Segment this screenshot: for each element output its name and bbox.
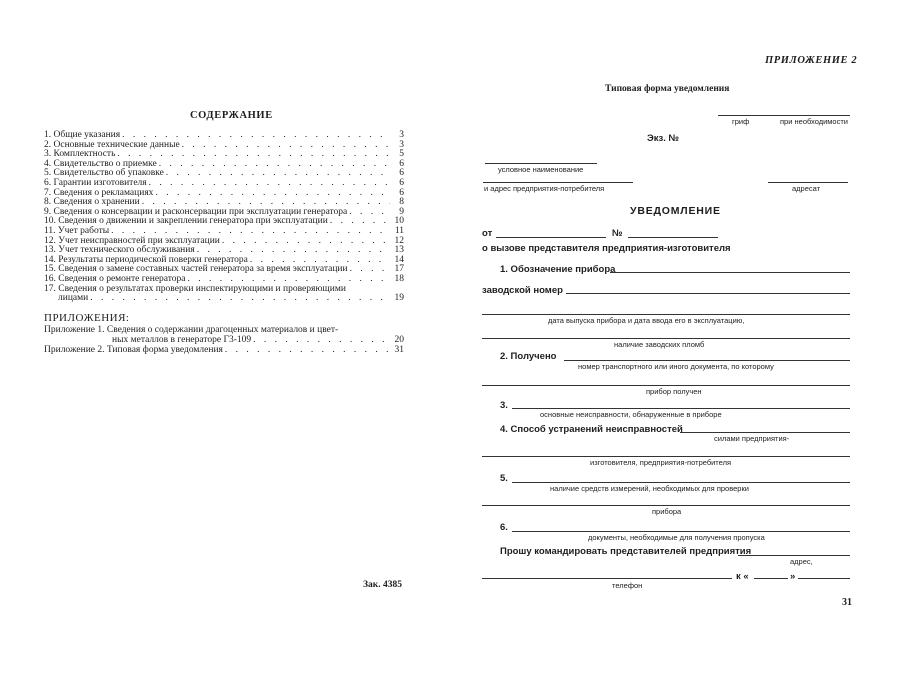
summons-text: о вызове представителя предприятия-изготовителя (482, 243, 731, 254)
toc-entry-page: 6 (399, 187, 404, 198)
appendix-1-page: 20 (394, 335, 404, 345)
seals-line (482, 338, 850, 339)
toc-entry-page: 14 (394, 254, 404, 265)
item-5-label: 5. (500, 473, 508, 484)
toc-entry-text: 3. Комплектность (44, 149, 116, 160)
appendix-2-row (44, 345, 404, 355)
toc-entry-text: 2. Основные технические данные (44, 139, 180, 150)
serial-label: заводской номер (482, 285, 563, 296)
appendix-2-text: Приложение 2. Типовая форма уведомления (44, 345, 223, 355)
date-line (496, 237, 606, 238)
item-6-line (512, 531, 850, 532)
number-line (628, 237, 718, 238)
toc-entry-page: 13 (394, 245, 404, 256)
toc-entry-page: 11 (394, 225, 404, 236)
device-caption: прибора (652, 507, 682, 516)
serial-line (566, 293, 850, 294)
toc-entry-text: 12. Учет неисправностей при эксплуатации (44, 235, 220, 246)
notice-title: УВЕДОМЛЕНИЕ (630, 205, 721, 217)
appendix-2-page: 31 (394, 345, 404, 355)
toc-entry-page: 10 (394, 216, 404, 227)
item-2-label: 2. Получено (500, 351, 557, 362)
item-5-line (512, 482, 850, 483)
toc-entry-text: 14. Результаты периодической поверки генератора (44, 254, 248, 265)
instruments-caption: наличие средств измерений, необходимых для проверки (550, 484, 749, 493)
toc-entry-text: 7. Сведения о рекламациях (44, 187, 154, 198)
seals-caption: наличие заводских пломб (614, 340, 705, 349)
month-line (798, 578, 850, 579)
name-caption: условное наименование (498, 165, 584, 174)
appendix-1-line-1: Приложение 1. Сведения о содержании драгоценных материалов и цвет- (44, 325, 339, 335)
item-2-line (564, 360, 850, 361)
item-1-line (610, 272, 850, 273)
toc-entry-page: 19 (394, 293, 404, 304)
toc-entry-text: 17. Сведения о результатах проверки инспектирующими и проверяющими (44, 283, 346, 294)
pass-caption: документы, необходимые для получения пропуска (588, 533, 765, 542)
table-of-contents (44, 131, 404, 304)
toc-entry-page: 18 (394, 273, 404, 284)
grif-line (718, 115, 850, 116)
from-label: от (482, 228, 493, 239)
request-text: Прошу командировать представителей предприятия (500, 546, 752, 557)
consumer-caption: и адрес предприятия-потребителя (484, 184, 605, 193)
toc-entry-page: 17 (394, 264, 404, 275)
item-4-line (680, 432, 850, 433)
right-page (450, 0, 900, 675)
page-number: 31 (842, 597, 852, 608)
close-quote: » (790, 571, 796, 582)
copy-number-label: Экз. № (647, 133, 680, 144)
appendix-label: ПРИЛОЖЕНИЕ 2 (765, 55, 858, 66)
toc-entry-text: лицами (58, 293, 89, 304)
item-1-label: 1. Обозначение прибора (500, 264, 616, 275)
toc-row (44, 285, 404, 295)
to-date-label: к « (736, 571, 749, 582)
toc-entry-page: 6 (399, 158, 404, 169)
addressee-caption: адресат (792, 184, 821, 193)
toc-entry-page: 3 (399, 139, 404, 150)
grif-caption: гриф (732, 117, 750, 126)
toc-entry-text: 5. Свидетельство об упаковке (44, 168, 164, 179)
toc-entry-page: 3 (399, 130, 404, 140)
appendix-list (44, 325, 404, 355)
item-6-label: 6. (500, 522, 508, 533)
toc-entry-page: 12 (394, 235, 404, 246)
toc-entry-text: 15. Сведения о замене составных частей генератора за время эксплуатации (44, 264, 348, 275)
item-4-label: 4. Способ устранений неисправностей (500, 424, 683, 435)
manufacturer-caption: изготовителя, предприятия-потребителя (590, 458, 732, 467)
day-line (754, 578, 788, 579)
faults-caption: основные неисправности, обнаруженные в приборе (540, 410, 722, 419)
phone-caption: телефон (612, 581, 643, 590)
addressee-line (768, 182, 848, 183)
pri-caption: при необходимости (780, 117, 848, 126)
appendix-heading: ПРИЛОЖЕНИЯ: (44, 312, 130, 324)
toc-entry-page: 9 (399, 206, 404, 217)
forces-caption: силами предприятия- (714, 434, 790, 443)
manufacturer-line (482, 456, 850, 457)
item-3-line (512, 408, 850, 409)
phone-line (482, 578, 732, 579)
received-line (482, 385, 850, 386)
transport-caption: номер транспортного или иного документа, по которому (578, 362, 774, 371)
number-label: № (612, 228, 623, 239)
toc-entry-text: 9. Сведения о консервации и расконсервации при эксплуатации генератора (44, 206, 348, 217)
toc-entry-text: 6. Гарантии изготовителя (44, 177, 147, 188)
name-line (485, 163, 597, 164)
toc-row (44, 294, 404, 304)
device-line (482, 505, 850, 506)
received-caption: прибор получен (646, 387, 702, 396)
item-3-label: 3. (500, 400, 508, 411)
appendix-1-text: ных металлов в генераторе Г3-109 (112, 335, 252, 345)
toc-entry-text: 13. Учет технического обслуживания (44, 245, 195, 256)
release-caption: дата выпуска прибора и дата ввода его в эксплуатацию, (548, 316, 745, 325)
form-title: Типовая форма уведомления (605, 84, 730, 94)
toc-entry-text: 11. Учет работы (44, 225, 110, 236)
release-line (482, 314, 850, 315)
toc-entry-text: 4. Свидетельство о приемке (44, 158, 157, 169)
address-caption: адрес, (790, 557, 813, 566)
toc-entry-text: 16. Сведения о ремонте генератора (44, 273, 186, 284)
toc-entry-page: 8 (399, 197, 404, 208)
order-number: Зак. 4385 (363, 580, 402, 590)
toc-entry-text: 1. Общие указания (44, 130, 121, 140)
toc-entry-page: 6 (399, 168, 404, 179)
toc-entry-text: 8. Сведения о хранении (44, 197, 140, 208)
toc-title: СОДЕРЖАНИЕ (190, 110, 273, 121)
appendix-1-line-2 (44, 335, 404, 345)
toc-entry-page: 5 (399, 149, 404, 160)
toc-entry-page: 6 (399, 177, 404, 188)
consumer-line (483, 182, 633, 183)
request-line (738, 555, 850, 556)
toc-entry-text: 10. Сведения о движении и закреплении генератора при эксплуатации (44, 216, 328, 227)
